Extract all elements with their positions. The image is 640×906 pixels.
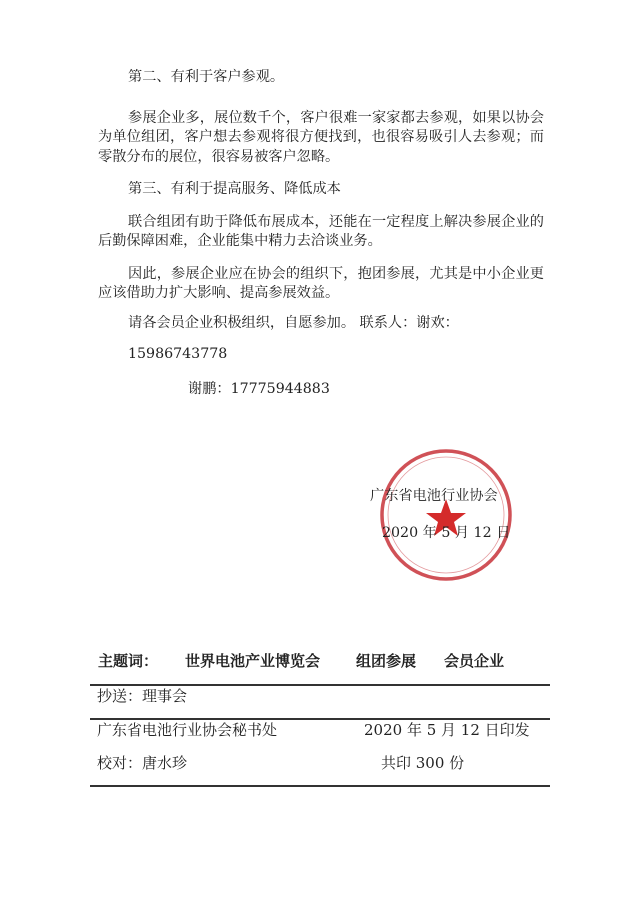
paragraph-3: 联合组团有助于降低布展成本，还能在一定程度上解决参展企业的后勤保障困难，企业能集中精力去洽谈业务。	[98, 213, 544, 249]
copies: 共印 300 份	[381, 754, 465, 772]
section-heading-3: 第三、有利于提高服务、降低成本	[128, 181, 341, 197]
keyword: 世界电池产业博览会	[185, 652, 321, 670]
keyword: 组团参展	[356, 652, 417, 670]
proofreader: 校对：唐水珍	[97, 754, 188, 772]
paragraph-4: 因此，参展企业应在协会的组织下，抱团参展，尤其是中小企业更应该借助力扩大影响、提高参展效益。	[98, 265, 544, 301]
issuer: 广东省电池行业协会秘书处	[97, 721, 278, 739]
signature-org: 广东省电池行业协会	[370, 488, 498, 504]
divider	[90, 785, 550, 787]
signature-date: 2020 年 5 月 12 日	[382, 525, 511, 541]
section-heading-2: 第二、有利于客户参观。	[128, 69, 285, 85]
keywords-label: 主题词：	[98, 652, 159, 670]
contact-phone-1: 15986743778	[128, 346, 228, 362]
paragraph-2: 参展企业多，展位数千个，客户很难一家家都去参观，如果以协会为单位组团，客户想去参观将很方便找到，也很容易吸引人去参观；而零散分布的展位，很容易被客户忽略。	[98, 109, 544, 165]
body-text	[98, 68, 544, 399]
issue-date: 2020 年 5 月 12 日印发	[364, 721, 530, 739]
cc-line: 抄送：理事会	[97, 687, 188, 705]
contact-2: 谢鹏：17775944883	[188, 380, 330, 397]
keyword: 会员企业	[444, 652, 505, 670]
invitation-text: 请各会员企业积极组织，自愿参加。 联系人：谢欢：	[128, 314, 459, 331]
official-seal	[378, 447, 514, 583]
